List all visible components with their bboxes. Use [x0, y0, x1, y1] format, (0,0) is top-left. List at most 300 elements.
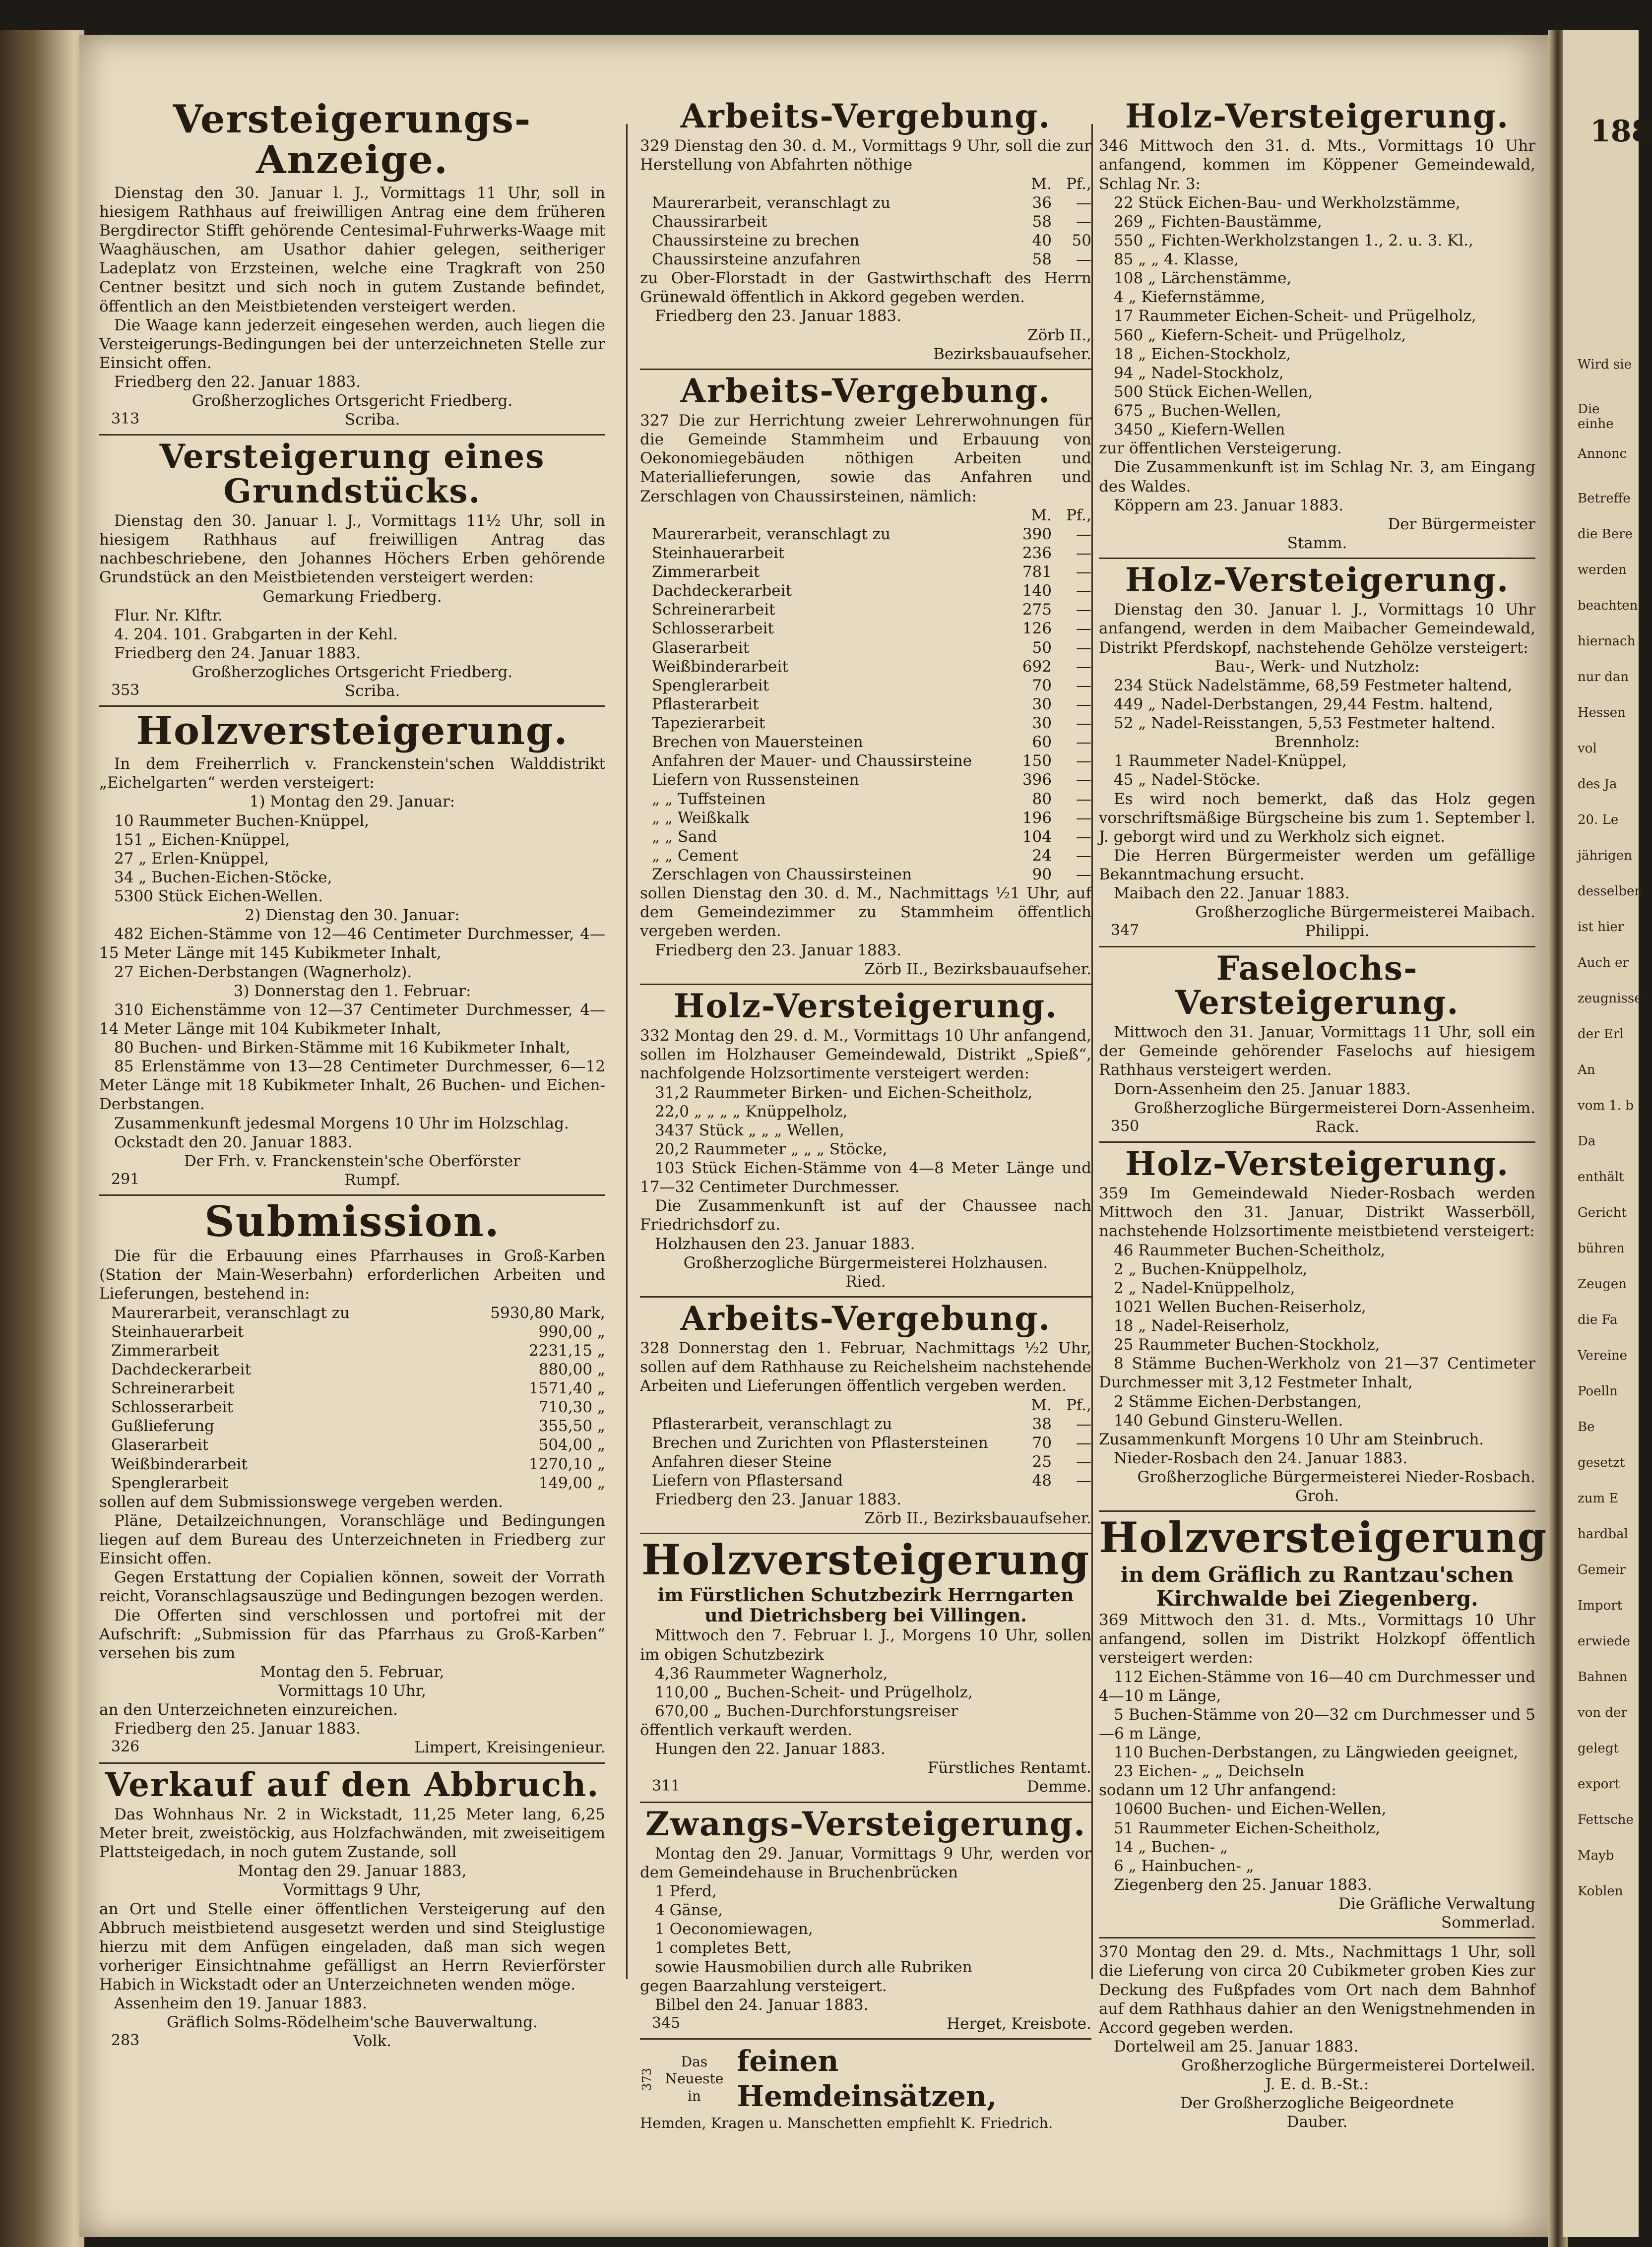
ad-number: 326	[111, 1738, 140, 1756]
ad-signature: Zörb II., Bezirksbauaufseher.	[864, 960, 1091, 978]
ad-title: Faselochs-Versteigerung.	[1175, 948, 1460, 1022]
facing-page-fragment: die Bere	[1578, 527, 1633, 542]
ad-number: 350	[1111, 1117, 1140, 1135]
ad-date: Friedberg den 23. Januar 1883.	[655, 307, 902, 325]
list-item: 4,36 Raummeter Wagnerholz,	[655, 1664, 888, 1683]
facing-page-fragment: zum E	[1578, 1491, 1619, 1506]
ad-date: Friedberg den 23. Januar 1883.	[655, 1491, 902, 1509]
list-item: 449 „ Nadel-Derbstangen, 29,44 Festm. haltend,	[1114, 695, 1493, 713]
ad-text: sollen Dienstag den 30. d. M., Nachmittags ½1 Uhr, auf dem Gemeindezimmer zu Stammheim öffentlich vergeben werden.	[640, 884, 1091, 940]
ad-text: Mittwoch den 7. Februar l. J., Morgens 10 Uhr, sollen im obigen Schutzbezirk	[640, 1626, 1091, 1664]
ad-text: 370 Montag den 29. d. Mts., Nachmittags 1 Uhr, soll die Lieferung von circa 20 Cubikmeter groben Kies zur Deckung des Fußpfades vom Ort nach dem Bahnhof auf dem Rathhaus dahier an den Wenigstnehmenden in Accord gegeben werden.	[1099, 1943, 1535, 2037]
ad-title: Zwangs-Versteigerung.	[645, 1804, 1086, 1843]
ad-text: Hemden, Kragen u. Manschetten empfiehlt K. Friedrich.	[640, 2114, 1053, 2131]
divider	[99, 1762, 605, 1764]
cost-list	[99, 1304, 605, 1493]
facing-page-fragment: Auch er	[1578, 955, 1629, 970]
list-item: 52 „ Nadel-Reisstangen, 5,53 Festmeter haltend.	[1114, 714, 1496, 733]
table-row: Maurerarbeit, veranschlagt zu 390 —	[652, 525, 1091, 543]
ad-kies-dortelweil	[1099, 1942, 1535, 2131]
list-item: 22,0 „ „ „ „ Knüppelholz,	[655, 1102, 848, 1121]
ad-name: Limpert, Kreisingenieur.	[414, 1739, 605, 1757]
facing-page-fragment: vol	[1578, 741, 1597, 756]
list-item: 482 Eichen-Stämme von 12—46 Centimeter Durchmesser, 4—15 Meter Länge mit 145 Kubikmeter Inhalt,	[99, 925, 605, 962]
ad-date: Friedberg den 24. Januar 1883.	[114, 644, 361, 662]
ad-text: 359 Im Gemeindewald Nieder-Rosbach werden Mittwoch den 31. Januar, Distrikt Wasserböll, nachstehende Holzsortimente meistbietend versteigert:	[1099, 1185, 1535, 1241]
ad-signature: Großherzogliche Bürgermeisterei Dorn-Assenheim.	[1134, 1099, 1535, 1117]
facing-page-fragment: Bahnen	[1578, 1670, 1628, 1685]
ad-text: 327 Die zur Herrichtung zweier Lehrerwohnungen für die Gemeinde Stammheim und Erbauung von Oekonomiegebäuden nöthigen Arbeiten und Materiallieferungen, sowie das Anfahren und Zerschlagen von Chaussirsteinen, nämlich:	[640, 412, 1091, 505]
divider	[99, 434, 605, 436]
ad-text: In dem Freiherrlich v. Franckenstein'schen Walddistrikt „Eichelgarten“ werden versteigert:	[99, 755, 605, 792]
ad-holz-franckenstein	[99, 708, 605, 1189]
ad-name: Stamm.	[1287, 534, 1347, 552]
list-item: 1 Oeconomiewagen,	[655, 1920, 813, 1938]
table-row: Chaussirsteine zu brechen 40 50	[652, 231, 1091, 250]
divider	[99, 1194, 605, 1196]
divider	[1099, 1141, 1535, 1143]
facing-page-fragment: jährigen	[1578, 848, 1632, 863]
gemarkung-label: Gemarkung Friedberg.	[262, 587, 442, 606]
ad-number: 345	[652, 2014, 681, 2032]
ad-title: Versteigerung eines Grundstücks.	[159, 437, 545, 510]
ad-faselochs	[1099, 948, 1535, 1136]
column-rule	[626, 124, 628, 1979]
ad-text: Die Zusammenkunft ist im Schlag Nr. 3, am Eingang des Waldes.	[1099, 458, 1535, 496]
facing-page-fragment: bühren	[1578, 1241, 1625, 1256]
list-item: 27 Eichen-Derbstangen (Wagnerholz).	[114, 963, 412, 981]
ad-title: Arbeits-Vergebung.	[680, 1299, 1051, 1338]
list-item: 1 Raummeter Nadel-Knüppel,	[1114, 752, 1347, 770]
ad-signature: Großherzogliche Bürgermeisterei Holzhausen.	[683, 1253, 1048, 1272]
ad-text: sodann um 12 Uhr anfangend:	[1099, 1781, 1336, 1800]
table-header: M. Pf.,	[1031, 175, 1091, 193]
list-item: 3437 Stück „ „ „ Wellen,	[655, 1121, 844, 1139]
list-item: 110,00 „ Buchen-Scheit- und Prügelholz,	[655, 1683, 973, 1701]
facing-page-fragment: enthält	[1578, 1170, 1624, 1185]
facing-page-fragment: die Fa	[1578, 1312, 1618, 1327]
ad-title: Submission.	[204, 1197, 501, 1247]
table-row: Anfahren dieser Steine 25 —	[652, 1452, 1091, 1471]
ad-signature: Großherzogliche Bürgermeisterei Nieder-Rosbach.	[1137, 1468, 1535, 1487]
list-item: 1021 Wellen Buchen-Reiserholz,	[1114, 1298, 1366, 1316]
list-item: 31,2 Raummeter Birken- und Eichen-Scheitholz,	[655, 1083, 1033, 1102]
list-item: 151 „ Eichen-Knüppel,	[114, 830, 290, 849]
ad-date: Ziegenberg den 25. Januar 1883.	[1114, 1875, 1372, 1894]
list-item: 45 „ Nadel-Stöcke.	[1114, 771, 1261, 789]
ad-text: 369 Mittwoch den 31. d. Mts., Vormittags 10 Uhr anfangend, sollen im Distrikt Holzkopf öffentlich versteigert werden:	[1099, 1611, 1535, 1667]
facing-page-fragment: gesetzt	[1578, 1455, 1625, 1470]
divider	[1099, 1510, 1535, 1512]
list-item: 22 Stück Eichen-Bau- und Werkholzstämme,	[1114, 193, 1461, 212]
ad-text: Die Herren Bürgermeister werden um gefällige Bekanntmachung ersucht.	[1099, 846, 1535, 884]
ad-name: Philippi.	[1305, 922, 1370, 940]
list-item: 560 „ Kiefern-Scheit- und Prügelholz,	[1114, 326, 1406, 344]
facing-page-fragment: hardbal	[1578, 1527, 1628, 1542]
ad-title: Holz-Versteigerung.	[1125, 97, 1510, 135]
list-item: 51 Raummeter Eichen-Scheitholz,	[1114, 1819, 1381, 1837]
ad-title: feinen Hemdeinsätzen,	[737, 2044, 997, 2114]
page-number: 188	[1590, 114, 1652, 149]
table-header: M. Pf.,	[1031, 506, 1091, 524]
ad-name: Rumpf.	[344, 1171, 401, 1189]
ad-title: Holz-Versteigerung.	[1125, 1144, 1510, 1183]
ad-submission	[99, 1197, 605, 1757]
table-row: „ „ Sand 104 —	[652, 827, 1091, 846]
ad-grundstueck	[99, 439, 605, 700]
ad-signature: Der Bürgermeister	[1388, 515, 1535, 533]
ad-text: Gegen Erstattung der Copialien können, soweit der Vorrath reicht, Voranschlagsauszüge und Bedingungen bezogen werden.	[99, 1568, 605, 1606]
cost-row: Glaserarbeit 504,00 „	[111, 1436, 605, 1454]
ad-name: Volk.	[353, 2032, 392, 2051]
divider	[640, 2038, 1091, 2040]
divider	[1099, 558, 1535, 559]
list-item: 10 Raummeter Buchen-Knüppel,	[114, 811, 370, 830]
ad-arbeit-stammheim	[640, 371, 1091, 979]
cost-row: Schlosserarbeit 710,30 „	[111, 1398, 605, 1417]
list-item: 85 Erlenstämme von 13—28 Centimeter Durchmesser, 6—12 Meter Länge mit 18 Kubikmeter Inhalt, 26 Buchen- und Eichen-Derbstangen.	[99, 1058, 605, 1114]
ad-text: Dienstag den 30. Januar l. J., Vormittags 11 Uhr, soll in hiesigem Rathhaus auf freiwilligen Antrag eine dem früheren Bergdirector Stifft gehörende Centesimal-Fuhrwerks-Waage mit Waaghäuschen, am Usathor dahier gelegen, seitheriger Ladeplatz von Erzsteinen, welche eine Tragkraft von 250 Centner besitzt und sich noch in gutem Zustande befindet, öffentlich an den Meistbietenden versteigert werden.	[99, 184, 605, 315]
ad-hemdeinsaetze	[640, 2044, 1091, 2132]
list-item: 10600 Buchen- und Eichen-Wellen,	[1114, 1800, 1387, 1818]
ad-name: Groh.	[1295, 1487, 1339, 1505]
ad-signature: Zörb II., Bezirksbauaufseher.	[864, 1509, 1091, 1528]
cost-row: Spenglerarbeit 149,00 „	[111, 1474, 605, 1492]
list-item: 1 Pferd,	[655, 1882, 717, 1901]
cost-row: Zimmerarbeit 2231,15 „	[111, 1341, 605, 1360]
ad-date: Nieder-Rosbach den 24. Januar 1883.	[1114, 1449, 1408, 1467]
divider	[640, 1296, 1091, 1298]
ad-date: Dorn-Assenheim den 25. Januar 1883.	[1114, 1080, 1411, 1098]
ad-signature: Großherzogliches Ortsgericht Friedberg.	[191, 663, 513, 681]
facing-page-fragment: An	[1578, 1062, 1595, 1077]
list-item: 25 Raummeter Buchen-Stockholz,	[1114, 1336, 1380, 1354]
table-row: Liefern von Russensteinen 396 —	[652, 771, 1091, 789]
cost-row: Steinhauerarbeit 990,00 „	[111, 1322, 605, 1341]
ad-title: Holzversteigerung	[1099, 1513, 1548, 1562]
ad-text: Die Offerten sind verschlossen und portofrei mit der Aufschrift: „Submission für das Pfarrhaus zu Groß-Karben“ versehen bis zum	[99, 1606, 605, 1662]
ad-text: sollen auf dem Submissionswege vergeben werden.	[99, 1493, 503, 1511]
table-row: Zerschlagen von Chaussirsteinen 90 —	[652, 866, 1091, 884]
table-row: Pflasterarbeit 30 —	[652, 695, 1091, 713]
list-item: 18 „ Nadel-Reiserholz,	[1114, 1317, 1290, 1335]
ad-holz-holzhausen	[640, 986, 1091, 1291]
ad-date: Ockstadt den 20. Januar 1883.	[114, 1133, 353, 1151]
ad-date: Holzhausen den 23. Januar 1883.	[655, 1235, 915, 1253]
divider	[99, 705, 605, 707]
facing-page-fragment: der Erl	[1578, 1027, 1624, 1042]
facing-page-fragment: Wird sie	[1578, 357, 1632, 372]
facing-page-fragment: vom 1. b	[1578, 1098, 1634, 1113]
list-item: 5 Buchen-Stämme von 20—32 cm Durchmesser und 5—6 m Länge,	[1099, 1705, 1535, 1743]
deadline: Montag den 5. Februar,	[260, 1663, 445, 1681]
table-row: Maurerarbeit, veranschlagt zu 36 —	[652, 193, 1091, 212]
ad-text: Zusammenkunft jedesmal Morgens 10 Uhr im Holzschlag.	[114, 1114, 569, 1132]
time-line: Vormittags 9 Uhr,	[283, 1881, 422, 1899]
ad-subtitle: in dem Gräflich zu Rantzau'schen Kirchwalde bei Ziegenberg.	[1120, 1562, 1514, 1611]
divider	[640, 1802, 1091, 1803]
list-item: 85 „ „ 4. Klasse,	[1114, 250, 1239, 269]
facing-page-fragment: werden	[1578, 562, 1627, 577]
cost-row: Dachdeckerarbeit 880,00 „	[111, 1360, 605, 1378]
list-item: 6 „ Hainbuchen- „	[1114, 1857, 1254, 1875]
ad-signature: Großherzogliche Bürgermeisterei Maibach.	[1195, 903, 1535, 922]
list-item: 23 Eichen- „ „ Deichseln	[1114, 1762, 1305, 1781]
ad-arbeit-florstadt	[640, 99, 1091, 364]
list-item: 5300 Stück Eichen-Wellen.	[114, 887, 323, 906]
facing-page-fragment: zeugnisse	[1578, 991, 1642, 1006]
facing-page-fragment: Poelln	[1578, 1384, 1618, 1399]
cost-row: Gußlieferung 355,50 „	[111, 1417, 605, 1436]
ad-title: Holz-Versteigerung.	[673, 986, 1058, 1025]
ad-name: Dauber.	[1286, 2113, 1348, 2131]
column-1	[99, 99, 605, 2056]
table-row: Chaussirsteine anzufahren 58 —	[652, 250, 1091, 269]
ad-title: Holz-Versteigerung.	[1125, 561, 1510, 600]
ad-text: Es wird noch bemerkt, daß das Holz gegen vorschriftsmäßige Bürgscheine bis zum 1. September l. J. geborgt wird und zu Werkholz sich eignet.	[1099, 790, 1535, 846]
column-2	[640, 99, 1091, 2137]
facing-page-fragment: hiernach	[1578, 634, 1636, 649]
list-item: 670,00 „ Buchen-Durchforstungsreiser	[655, 1702, 958, 1720]
ad-text: 329 Dienstag den 30. d. M., Vormittags 9 Uhr, soll die zur Herstellung von Abfahrten nöthige	[640, 137, 1091, 174]
list-item: 4 „ Kiefernstämme,	[1114, 288, 1266, 307]
category-label: Bau-, Werk- und Nutzholz:	[1214, 657, 1420, 676]
list-item: 108 „ Lärchenstämme,	[1114, 269, 1292, 288]
ad-text: Pläne, Detailzeichnungen, Voranschläge und Bedingungen liegen auf dem Bureau des Unterzeichneten in Friedberg zur Einsicht offen.	[99, 1511, 605, 1568]
table-row: Pflasterarbeit, veranschlagt zu 38 —	[652, 1415, 1091, 1433]
list-item: 14 „ Buchen- „	[1114, 1838, 1228, 1856]
ad-holz-villingen	[640, 1535, 1091, 1796]
ad-das: Das	[681, 2053, 708, 2070]
ad-date: Bilbel den 24. Januar 1883.	[655, 1996, 869, 2014]
ad-arbeit-reichelsheim	[640, 1299, 1091, 1528]
list-item: 2 „ Buchen-Knüppelholz,	[1114, 1260, 1308, 1278]
ad-number: 353	[111, 682, 140, 699]
facing-page-fragment: Gericht	[1578, 1205, 1627, 1220]
ad-date: Friedberg den 22. Januar 1883.	[114, 373, 361, 391]
table-row: Schreinerarbeit 275 —	[652, 601, 1091, 619]
ad-text: Die für die Erbauung eines Pfarrhauses in Groß-Karben (Station der Main-Weserbahn) erforderlichen Arbeiten und Lieferungen, bestehend in:	[99, 1247, 605, 1303]
list-item: 310 Eichenstämme von 12—37 Centimeter Durchmesser, 4—14 Meter Länge mit 104 Kubikmeter Inhalt,	[99, 1000, 605, 1038]
list-item: 34 „ Buchen-Eichen-Stöcke,	[114, 868, 332, 886]
ad-signature: Großherzogliches Ortsgericht Friedberg.	[191, 392, 513, 410]
table-row: Weißbinderarbeit 692 —	[652, 657, 1091, 676]
ad-signature: J. E. d. B.-St.:	[1265, 2075, 1369, 2094]
list-item: 269 „ Fichten-Baustämme,	[1114, 212, 1322, 231]
facing-page-fragment: beachten	[1578, 598, 1638, 613]
facing-page-fragment: Koblen	[1578, 1884, 1623, 1899]
facing-page-fragment: Da	[1578, 1134, 1596, 1149]
date-line: 3) Donnerstag den 1. Februar:	[233, 982, 471, 1000]
list-item: 46 Raummeter Buchen-Scheitholz,	[1114, 1241, 1386, 1259]
date-line: 2) Dienstag den 30. Januar:	[245, 906, 460, 925]
divider	[1099, 946, 1535, 947]
ad-name: Scriba.	[344, 682, 400, 700]
ad-number: 347	[1111, 922, 1140, 939]
table-row: Steinhauerarbeit 236 —	[652, 544, 1091, 562]
ad-text: gegen Baarzahlung versteigert.	[640, 1977, 887, 1995]
ad-title: Holzversteigerung	[641, 1535, 1090, 1585]
table-row: Dachdeckerarbeit 140 —	[652, 582, 1091, 600]
ad-signature: Der Frh. v. Franckenstein'sche Oberförster	[184, 1152, 521, 1170]
ad-text: Die Waage kann jederzeit eingesehen werden, auch liegen die Versteigerungs-Bedingungen bei der unterzeichneten Stelle zur Einsicht offen.	[99, 316, 605, 372]
facing-page-fragment: 20. Le	[1578, 812, 1619, 827]
ad-signature: Fürstliches Rentamt.	[927, 1759, 1091, 1777]
table-row: „ „ Tuffsteinen 80 —	[652, 790, 1091, 808]
table-row: Spenglerarbeit 70 —	[652, 676, 1091, 694]
flur-header: Flur. Nr. Klftr.	[114, 606, 223, 624]
table-row: Brechen von Mauersteinen 60 —	[652, 733, 1091, 751]
ad-text: Montag den 29. Januar, Vormittags 9 Uhr, werden vor dem Gemeindehause in Bruchenbrücken	[640, 1844, 1091, 1881]
ad-name: Rack.	[1315, 1118, 1359, 1136]
ad-date: Köppern am 23. Januar 1883.	[1114, 496, 1344, 514]
facing-page-fragment: nur dan	[1578, 670, 1629, 685]
ad-signature: Zörb II.,	[1027, 326, 1091, 344]
ad-number: 291	[111, 1170, 140, 1188]
cost-row: Weißbinderarbeit 1270,10 „	[111, 1455, 605, 1473]
list-item: 17 Raummeter Eichen-Scheit- und Prügelholz,	[1114, 307, 1476, 325]
ad-date: Hungen den 22. Januar 1883.	[655, 1740, 886, 1758]
cost-row: Schreinerarbeit 1571,40 „	[111, 1379, 605, 1398]
flur-line: 4. 204. 101. Grabgarten in der Kehl.	[114, 625, 398, 643]
list-item: 2 „ Nadel-Knüppelholz,	[1114, 1279, 1295, 1297]
ad-text: zu Ober-Florstadt in der Gastwirthschaft des Herrn Grünewald öffentlich in Akkord gegeben werden.	[640, 269, 1091, 307]
ad-date: Assenheim den 19. Januar 1883.	[114, 1995, 367, 2013]
ad-title: Versteigerungs-Anzeige.	[173, 97, 532, 183]
facing-page-fragment: von der	[1578, 1705, 1627, 1720]
facing-page-fragment: Betreffe	[1578, 491, 1631, 506]
ad-date: Dortelweil am 25. Januar 1883.	[1114, 2037, 1359, 2056]
list-item: 110 Buchen-Derbstangen, zu Längwieden geeignet,	[1114, 1744, 1519, 1762]
ad-title: Holzversteigerung.	[136, 708, 569, 754]
facing-page-fragment: desselben	[1578, 884, 1643, 899]
ad-title: Arbeits-Vergebung.	[680, 371, 1051, 410]
ad-signature: Großherzogliche Bürgermeisterei Dortelweil.	[1181, 2057, 1535, 2075]
ad-title: Verkauf auf den Abbruch.	[105, 1765, 600, 1804]
ad-text: öffentlich verkauft werden.	[640, 1721, 852, 1740]
list-item: 234 Stück Nadelstämme, 68,59 Festmeter haltend,	[1114, 676, 1513, 694]
book-page-stack	[0, 30, 84, 2247]
facing-page-fragment: des Ja	[1578, 777, 1617, 792]
table-row: Schlosserarbeit 126 —	[652, 620, 1091, 638]
facing-page-fragment: gelegt	[1578, 1741, 1619, 1756]
ad-date: Friedberg den 25. Januar 1883.	[114, 1720, 361, 1738]
facing-page-fragment: Annonc	[1578, 446, 1627, 461]
facing-page-fragment: Mayb	[1578, 1848, 1614, 1863]
list-item: 675 „ Buchen-Wellen,	[1114, 402, 1281, 420]
facing-page-fragment: Fettsche	[1578, 1812, 1634, 1827]
facing-page-fragment: export	[1578, 1777, 1620, 1792]
list-item: sowie Hausmobilien durch alle Rubriken	[655, 1958, 972, 1976]
list-item: 8 Stämme Buchen-Werkholz von 21—37 Centimeter Durchmesser mit 3,12 Festmeter Inhalt,	[1099, 1355, 1535, 1392]
ad-text: Die Zusammenkunft ist auf der Chaussee nach Friedrichsdorf zu.	[640, 1197, 1091, 1234]
ad-text: Mittwoch den 31. Januar, Vormittags 11 Uhr, soll ein der Gemeinde gehörender Faselochs auf hiesigem Rathhaus versteigert werden.	[1099, 1023, 1535, 1079]
facing-page-fragment: Import	[1578, 1598, 1623, 1613]
list-item: 2 Stämme Eichen-Derbstangen,	[1114, 1392, 1362, 1411]
ad-signature: Bezirksbauaufseher.	[933, 345, 1091, 363]
ad-text: Dienstag den 30. Januar l. J., Vormittags 10 Uhr anfangend, werden in dem Maibacher Gemeindewald, Distrikt Pferdskopf, nachstehende Gehölze versteigert:	[1099, 601, 1535, 657]
ad-signature: Der Großherzogliche Beigeordnete	[1180, 2094, 1454, 2113]
facing-page-fragment: ist hier	[1578, 920, 1624, 935]
facing-page-fragment: erwiede	[1578, 1634, 1630, 1649]
ad-name: Sommerlad.	[1441, 1914, 1535, 1932]
table-row: Anfahren der Mauer- und Chaussirsteine 150 —	[652, 752, 1091, 770]
table-row: Tapezierarbeit 30 —	[652, 714, 1091, 733]
ad-signature: Gräflich Solms-Rödelheim'sche Bauverwaltung.	[166, 2013, 538, 2032]
list-item: 1 completes Bett,	[655, 1939, 792, 1957]
ad-zwangs	[640, 1804, 1091, 2034]
facing-page-fragment: Be	[1578, 1420, 1595, 1435]
list-item: 20,2 Raummeter „ „ „ Stöcke,	[655, 1140, 888, 1158]
table-row: Zimmerarbeit 781 —	[652, 563, 1091, 581]
ad-name: Ried.	[845, 1272, 886, 1291]
facing-page-fragment: Hessen	[1578, 705, 1626, 720]
ad-text: zur öffentlichen Versteigerung.	[1099, 439, 1342, 458]
ad-number: 311	[652, 1777, 681, 1795]
facing-page-fragment: Vereine	[1578, 1348, 1628, 1363]
facing-page-fragment: Zeugen	[1578, 1277, 1627, 1292]
ad-text: Zusammenkunft Morgens 10 Uhr am Steinbruch.	[1099, 1430, 1484, 1448]
divider	[640, 1533, 1091, 1534]
ad-date: Maibach den 22. Januar 1883.	[1114, 884, 1350, 903]
ad-number: 373	[640, 2067, 654, 2091]
ad-text: an den Unterzeichneten einzureichen.	[99, 1701, 398, 1719]
list-item: 550 „ Fichten-Werkholzstangen 1., 2. u. 3. Kl.,	[1114, 231, 1473, 250]
list-item: 27 „ Erlen-Knüppel,	[114, 849, 269, 868]
divider	[1099, 1937, 1535, 1938]
column-rule	[1091, 124, 1093, 1979]
cost-row: Maurerarbeit, veranschlagt zu 5930,80 Mark,	[111, 1304, 605, 1322]
divider	[640, 984, 1091, 985]
ad-text: 346 Mittwoch den 31. d. Mts., Vormittags 10 Uhr anfangend, kommen im Köppener Gemeindewald, Schlag Nr. 3:	[1099, 137, 1535, 193]
ad-holz-koeppern	[1099, 99, 1535, 553]
ad-name: Demme.	[1026, 1778, 1091, 1796]
ad-title: Arbeits-Vergebung.	[680, 97, 1051, 135]
date-line: Montag den 29. Januar 1883,	[238, 1862, 467, 1880]
list-item: 4 Gänse,	[655, 1901, 723, 1920]
facing-page-fragment: Gemeir	[1578, 1562, 1626, 1577]
list-item: 103 Stück Eichen-Stämme von 4—8 Meter Länge und 17—32 Centimeter Durchmesser.	[640, 1159, 1091, 1196]
ad-number: 313	[111, 410, 140, 428]
ad-neueste: Neueste in	[665, 2070, 724, 2104]
table-row: Chaussirarbeit 58 —	[652, 212, 1091, 231]
ad-number: 283	[111, 2032, 140, 2050]
divider	[640, 369, 1091, 370]
table-row: „ „ Weißkalk 196 —	[652, 809, 1091, 827]
list-item: 80 Buchen- und Birken-Stämme mit 16 Kubikmeter Inhalt,	[114, 1039, 571, 1057]
ad-holz-niederrosbach	[1099, 1144, 1535, 1505]
ad-subtitle: im Fürstlichen Schutzbezirk Herrngarten und Dietrichsberg bei Villingen.	[657, 1584, 1074, 1626]
ad-text: 332 Montag den 29. d. M., Vormittags 10 Uhr anfangend, sollen im Holzhauser Gemeindewald, Distrikt „Spieß“, nachfolgende Holzsortimente versteigert werden:	[640, 1027, 1091, 1083]
list-item: 500 Stück Eichen-Wellen,	[1114, 382, 1313, 401]
ad-text: 328 Donnerstag den 1. Februar, Nachmittags ½2 Uhr, sollen auf dem Rathhause zu Reichelsheim nachstehende Arbeiten und Lieferungen öffentlich vergeben werden.	[640, 1339, 1091, 1395]
table-row: Liefern von Pflastersand 48 —	[652, 1472, 1091, 1490]
column-3	[1099, 97, 1548, 2137]
ad-date: Friedberg den 23. Januar 1883.	[655, 941, 902, 959]
ad-text: an Ort und Stelle einer öffentlichen Versteigerung auf den Abbruch meistbietend ausgesetzt werden und sind Steiglustige hierzu mit dem Anfügen eingeladen, daß man sich wegen vorheriger Einsichtnahme gefälligst an Herrn Revierförster Habich in Wickstadt oder an Unterzeichneten wenden möge.	[99, 1900, 605, 1994]
ad-waage	[99, 99, 605, 429]
ad-abbruch	[99, 1765, 605, 2051]
list-item: 140 Gebund Ginsteru-Wellen.	[1114, 1411, 1343, 1430]
table-row: „ „ Cement 24 —	[652, 846, 1091, 865]
ad-holz-ziegenberg	[1099, 1513, 1548, 1932]
date-line: 1) Montag den 29. Januar:	[249, 793, 455, 811]
list-item: 18 „ Eichen-Stockholz,	[1114, 345, 1291, 363]
ad-name: Scriba.	[344, 411, 400, 429]
ad-text: Das Wohnhaus Nr. 2 in Wickstadt, 11,25 Meter lang, 6,25 Meter breit, zweistöckig, aus Holzfachwänden, mit zweiseitigem Plattsteigedach, in noch gutem Zustande, soll	[99, 1805, 605, 1862]
table-row: Glaserarbeit 50 —	[652, 638, 1091, 657]
category-label: Brennholz:	[1274, 733, 1360, 751]
